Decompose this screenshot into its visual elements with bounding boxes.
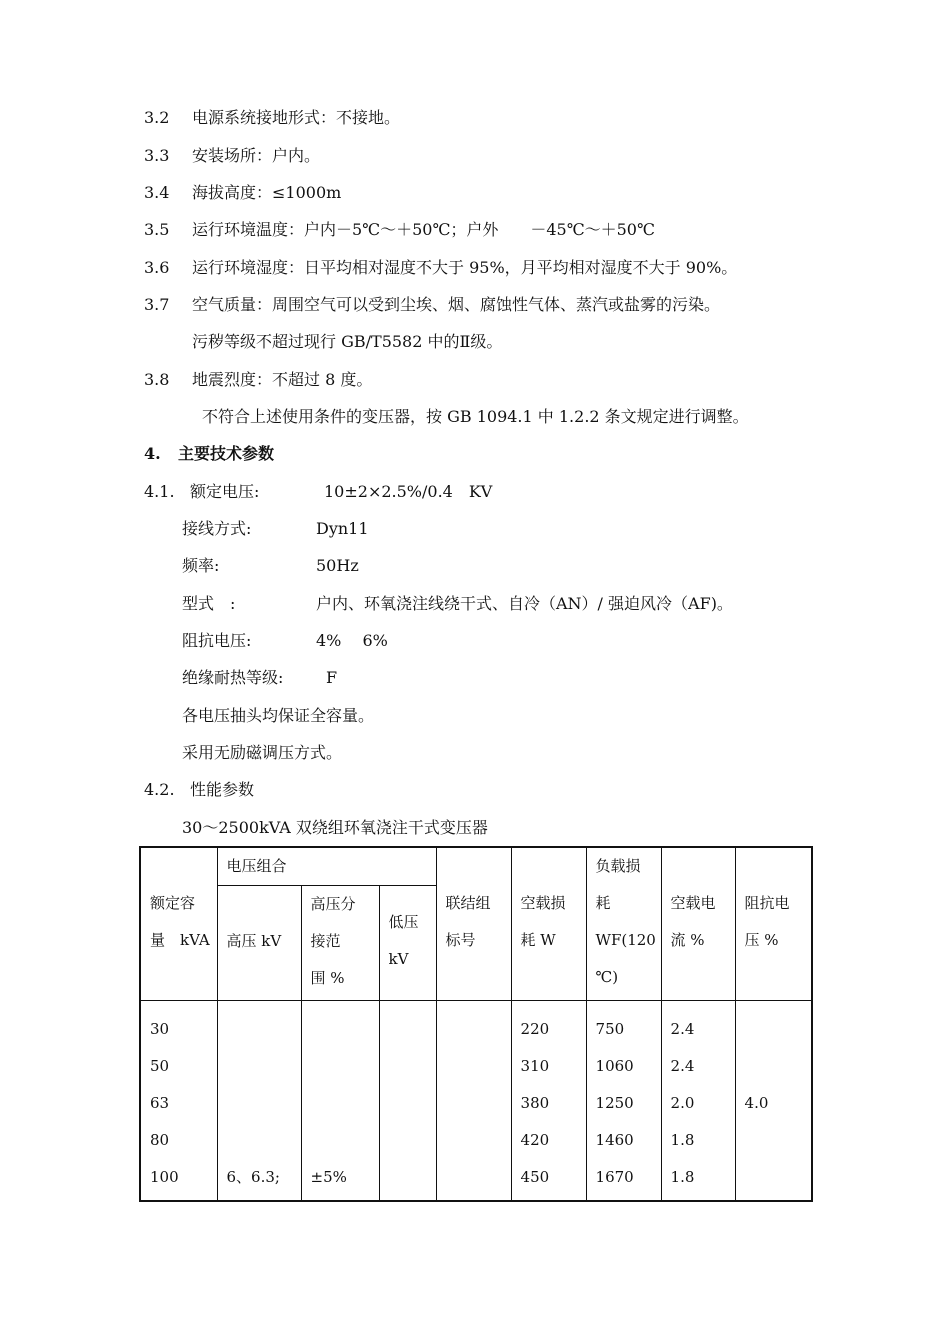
item-text: 空气质量：周围空气可以受到尘埃、烟、腐蚀性气体、蒸汽或盐雾的污染。	[192, 295, 721, 314]
param-value: 户内、环氧浇注线绕干式、自冷（AN）/ 强迫风冷（AF)。	[316, 594, 733, 613]
param-label: 接线方式:	[182, 519, 252, 538]
header-hv-tap-range: 高压分 接范 围 %	[301, 886, 379, 1001]
item-text: 海拔高度：≤1000m	[192, 183, 342, 202]
param-label: 阻抗电压:	[182, 631, 252, 650]
table-cell: 4.0	[744, 1094, 769, 1112]
hv-column	[217, 1001, 301, 1202]
item-number: 4.2.	[144, 780, 175, 799]
header-impedance-voltage: 阻抗电 压 %	[735, 847, 812, 1001]
section-number: 4.	[144, 444, 161, 463]
table-cell: 30	[150, 1020, 170, 1038]
param-value: 10±2×2.5%/0.4 KV	[324, 482, 493, 501]
table-cell: 310	[520, 1057, 550, 1075]
tap-column	[301, 1001, 379, 1202]
item-text: 电源系统接地形式：不接地。	[192, 108, 401, 127]
header-load-loss: 负载损 耗 WF(120 ℃)	[586, 847, 661, 1001]
no-load-current-column	[661, 1001, 735, 1202]
no-load-loss-column	[511, 1001, 586, 1202]
table-cell: 1250	[595, 1094, 634, 1112]
table-cell: 1670	[595, 1168, 634, 1186]
lv-column	[379, 1001, 436, 1202]
impedance-column	[735, 1001, 812, 1202]
item-text: 地震烈度：不超过 8 度。	[192, 370, 373, 389]
item-number: 4.1.	[144, 482, 175, 501]
load-loss-column	[586, 1001, 661, 1202]
item-number: 3.3	[144, 146, 170, 165]
table-cell: 2.0	[670, 1094, 695, 1112]
header-no-load-current: 空载电 流 %	[661, 847, 735, 1001]
item-text: 运行环境湿度：日平均相对湿度不大于 95%，月平均相对湿度不大于 90%。	[192, 258, 738, 277]
adjustment-note: 不符合上述使用条件的变压器，按 GB 1094.1 中 1.2.2 条文规定进行调整。	[202, 407, 749, 426]
header-lv: 低压 kV	[379, 886, 436, 1001]
table-cell: 80	[150, 1131, 170, 1149]
table-cell: 380	[520, 1094, 550, 1112]
item-text: 安装场所：户内。	[192, 146, 321, 165]
header-capacity: 额定容 量 kVA	[140, 847, 217, 1001]
table-cell: 2.4	[670, 1057, 695, 1075]
section-title: 主要技术参数	[178, 444, 275, 463]
table-cell: 750	[595, 1020, 625, 1038]
table-cell: 2.4	[670, 1020, 695, 1038]
table-cell: 1.8	[670, 1131, 695, 1149]
header-no-load-loss: 空载损 耗 W	[511, 847, 586, 1001]
item-number: 3.4	[144, 183, 170, 202]
table-cell: 100	[150, 1168, 179, 1186]
param-value: 50Hz	[316, 556, 359, 575]
note-regulation: 采用无励磁调压方式。	[182, 743, 343, 762]
param-value: F	[326, 668, 338, 687]
item-number: 3.2	[144, 108, 170, 127]
param-value: Dyn11	[316, 519, 369, 538]
item-number: 3.6	[144, 258, 170, 277]
table-cell: 6、6.3;	[226, 1168, 280, 1186]
vector-column	[436, 1001, 511, 1202]
table-cell: 450	[520, 1168, 550, 1186]
param-label: 型式 :	[182, 594, 236, 613]
header-hv: 高压 kV	[217, 886, 301, 1001]
param-label: 频率:	[182, 556, 220, 575]
table-cell: 1.8	[670, 1168, 695, 1186]
param-value: 4% 6%	[316, 631, 388, 650]
table-cell: 50	[150, 1057, 170, 1075]
performance-table	[139, 846, 813, 1202]
param-label: 额定电压:	[190, 482, 260, 501]
table-cell: 63	[150, 1094, 170, 1112]
table-caption: 30～2500kVA 双绕组环氧浇注干式变压器	[182, 818, 488, 837]
table-cell: 1060	[595, 1057, 634, 1075]
header-vector-group: 联结组 标号	[436, 847, 511, 1001]
table-cell: 1460	[595, 1131, 634, 1149]
item-number: 3.5	[144, 220, 170, 239]
table-cell: 220	[520, 1020, 550, 1038]
capacity-column	[140, 1001, 217, 1202]
table-cell: ±5%	[310, 1168, 347, 1186]
table-cell: 420	[520, 1131, 550, 1149]
item-number: 3.7	[144, 295, 170, 314]
item-number: 3.8	[144, 370, 170, 389]
param-label: 绝缘耐热等级:	[182, 668, 284, 687]
item-3-7-continuation: 污秽等级不超过现行 GB/T5582 中的Ⅱ级。	[192, 332, 503, 351]
header-voltage-combination: 电压组合	[217, 847, 436, 886]
item-text: 运行环境温度：户内－5℃～＋50℃；户外 －45℃～＋50℃	[192, 220, 655, 239]
note-full-capacity: 各电压抽头均保证全容量。	[182, 706, 375, 725]
item-title: 性能参数	[190, 780, 255, 799]
